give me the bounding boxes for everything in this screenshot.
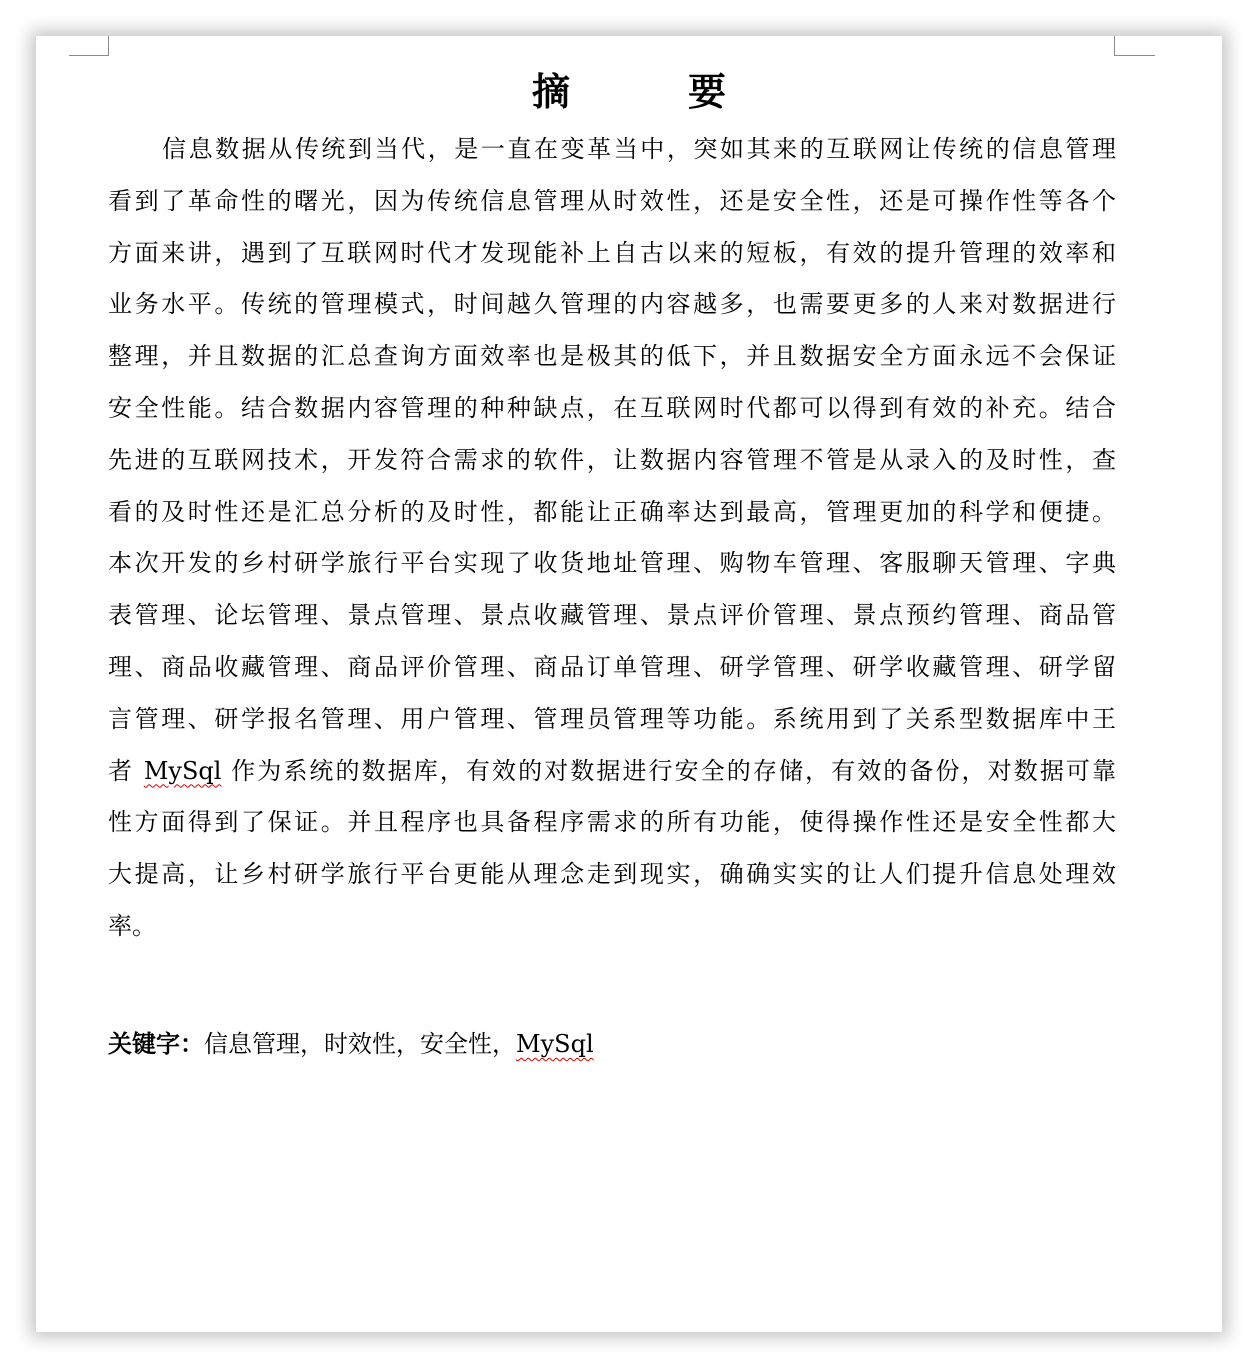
abstract-line: 表管理、论坛管理、景点管理、景点收藏管理、景点评价管理、景点预约管理、商品管: [108, 601, 1116, 630]
abstract-line: 看的及时性还是汇总分析的及时性，都能让正确率达到最高，管理更加的科学和便捷。: [108, 497, 1116, 526]
abstract-line: 性方面得到了保证。并且程序也具备程序需求的所有功能，使得操作性还是安全性都大: [108, 808, 1116, 837]
abstract-line: 率。: [108, 911, 156, 940]
spellcheck-word-mysql-keyword[interactable]: MySql: [516, 1030, 594, 1058]
abstract-line: 信息数据从传统到当代，是一直在变革当中，突如其来的互联网让传统的信息管理: [162, 135, 1116, 163]
document-page: [36, 36, 1222, 1332]
abstract-line: 理、商品收藏管理、商品评价管理、商品订单管理、研学管理、研学收藏管理、研学留: [108, 652, 1116, 681]
keywords-label: 关键字：: [108, 1030, 204, 1058]
abstract-line: 本次开发的乡村研学旅行平台实现了收货地址管理、购物车管理、客服聊天管理、字典: [108, 549, 1116, 578]
abstract-line-mysql: [108, 746, 1116, 798]
abstract-line: 安全性能。结合数据内容管理的种种缺点，在互联网时代都可以得到有效的补充。结合: [108, 393, 1116, 422]
abstract-line: 业务水平。传统的管理模式，时间越久管理的内容越多，也需要更多的人来对数据进行: [108, 290, 1116, 319]
crop-mark-top-left: [69, 36, 109, 56]
abstract-line: 看到了革命性的曙光，因为传统信息管理从时效性，还是安全性，还是可操作性等各个: [108, 186, 1116, 215]
mysql-line-after: 作为系统的数据库，有效的对数据进行安全的存储，有效的备份，对数据可靠: [221, 756, 1116, 785]
crop-mark-top-right: [1114, 36, 1155, 56]
keywords-line[interactable]: [108, 1019, 1116, 1069]
spellcheck-word-mysql[interactable]: MySql: [143, 756, 222, 785]
abstract-body[interactable]: [108, 124, 1116, 953]
abstract-line: 先进的互联网技术，开发符合需求的软件，让数据内容管理不管是从录入的及时性，查: [108, 445, 1116, 474]
page-title: 摘 要: [531, 70, 766, 114]
mysql-line-before: 者: [108, 756, 144, 785]
keywords-items: 信息管理，时效性，安全性，: [204, 1030, 516, 1058]
abstract-line: 大提高，让乡村研学旅行平台更能从理念走到现实，确确实实的让人们提升信息处理效: [108, 860, 1116, 889]
abstract-line: 言管理、研学报名管理、用户管理、管理员管理等功能。系统用到了关系型数据库中王: [108, 704, 1116, 733]
abstract-line: 方面来讲，遇到了互联网时代才发现能补上自古以来的短板，有效的提升管理的效率和: [108, 238, 1116, 267]
abstract-line: 整理，并且数据的汇总查询方面效率也是极其的低下，并且数据安全方面永远不会保证: [108, 342, 1116, 371]
